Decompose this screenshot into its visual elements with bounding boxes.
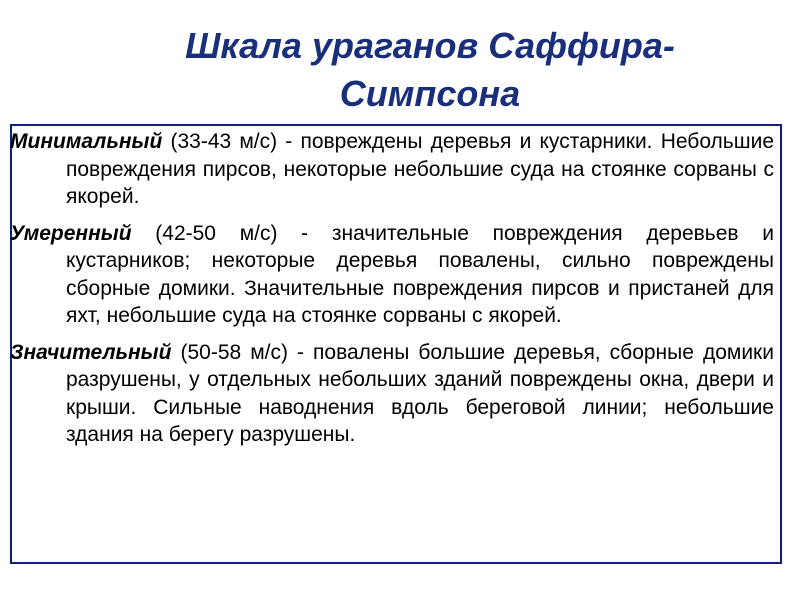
category-description: (33-43 м/с) - повреждены деревья и кустарники. Небольшие повреждения пирсов, некоторые небольшие суда на стоянке сорваны с якорей. [66,130,774,208]
category-entry-minimal [10,128,774,211]
category-term: Минимальный [10,130,163,153]
category-term: Умеренный [10,221,132,245]
category-term: Значительный [10,340,172,364]
category-entry-significant [10,339,774,449]
category-description: (42-50 м/с) - значительные повреждения деревьев и кустарников; некоторые деревья повалены, сильно повреждены сборные домики. Значительные повреждения пирсов и пристаней для яхт, небольшие суда на стоянке сорваны с якорей. [66,221,774,327]
slide-title: Шкала ураганов Саффира-Симпсона [185,25,675,114]
category-entry-moderate [10,220,774,330]
category-description: (50-58 м/с) - повалены большие деревья, сборные домики разрушены, у отдельных небольших зданий повреждены окна, двери и крыши. Сильные наводнения вдоль береговой линии; небольшие здания на берегу разрушены. [66,340,774,446]
hurricane-category-list [10,128,774,449]
